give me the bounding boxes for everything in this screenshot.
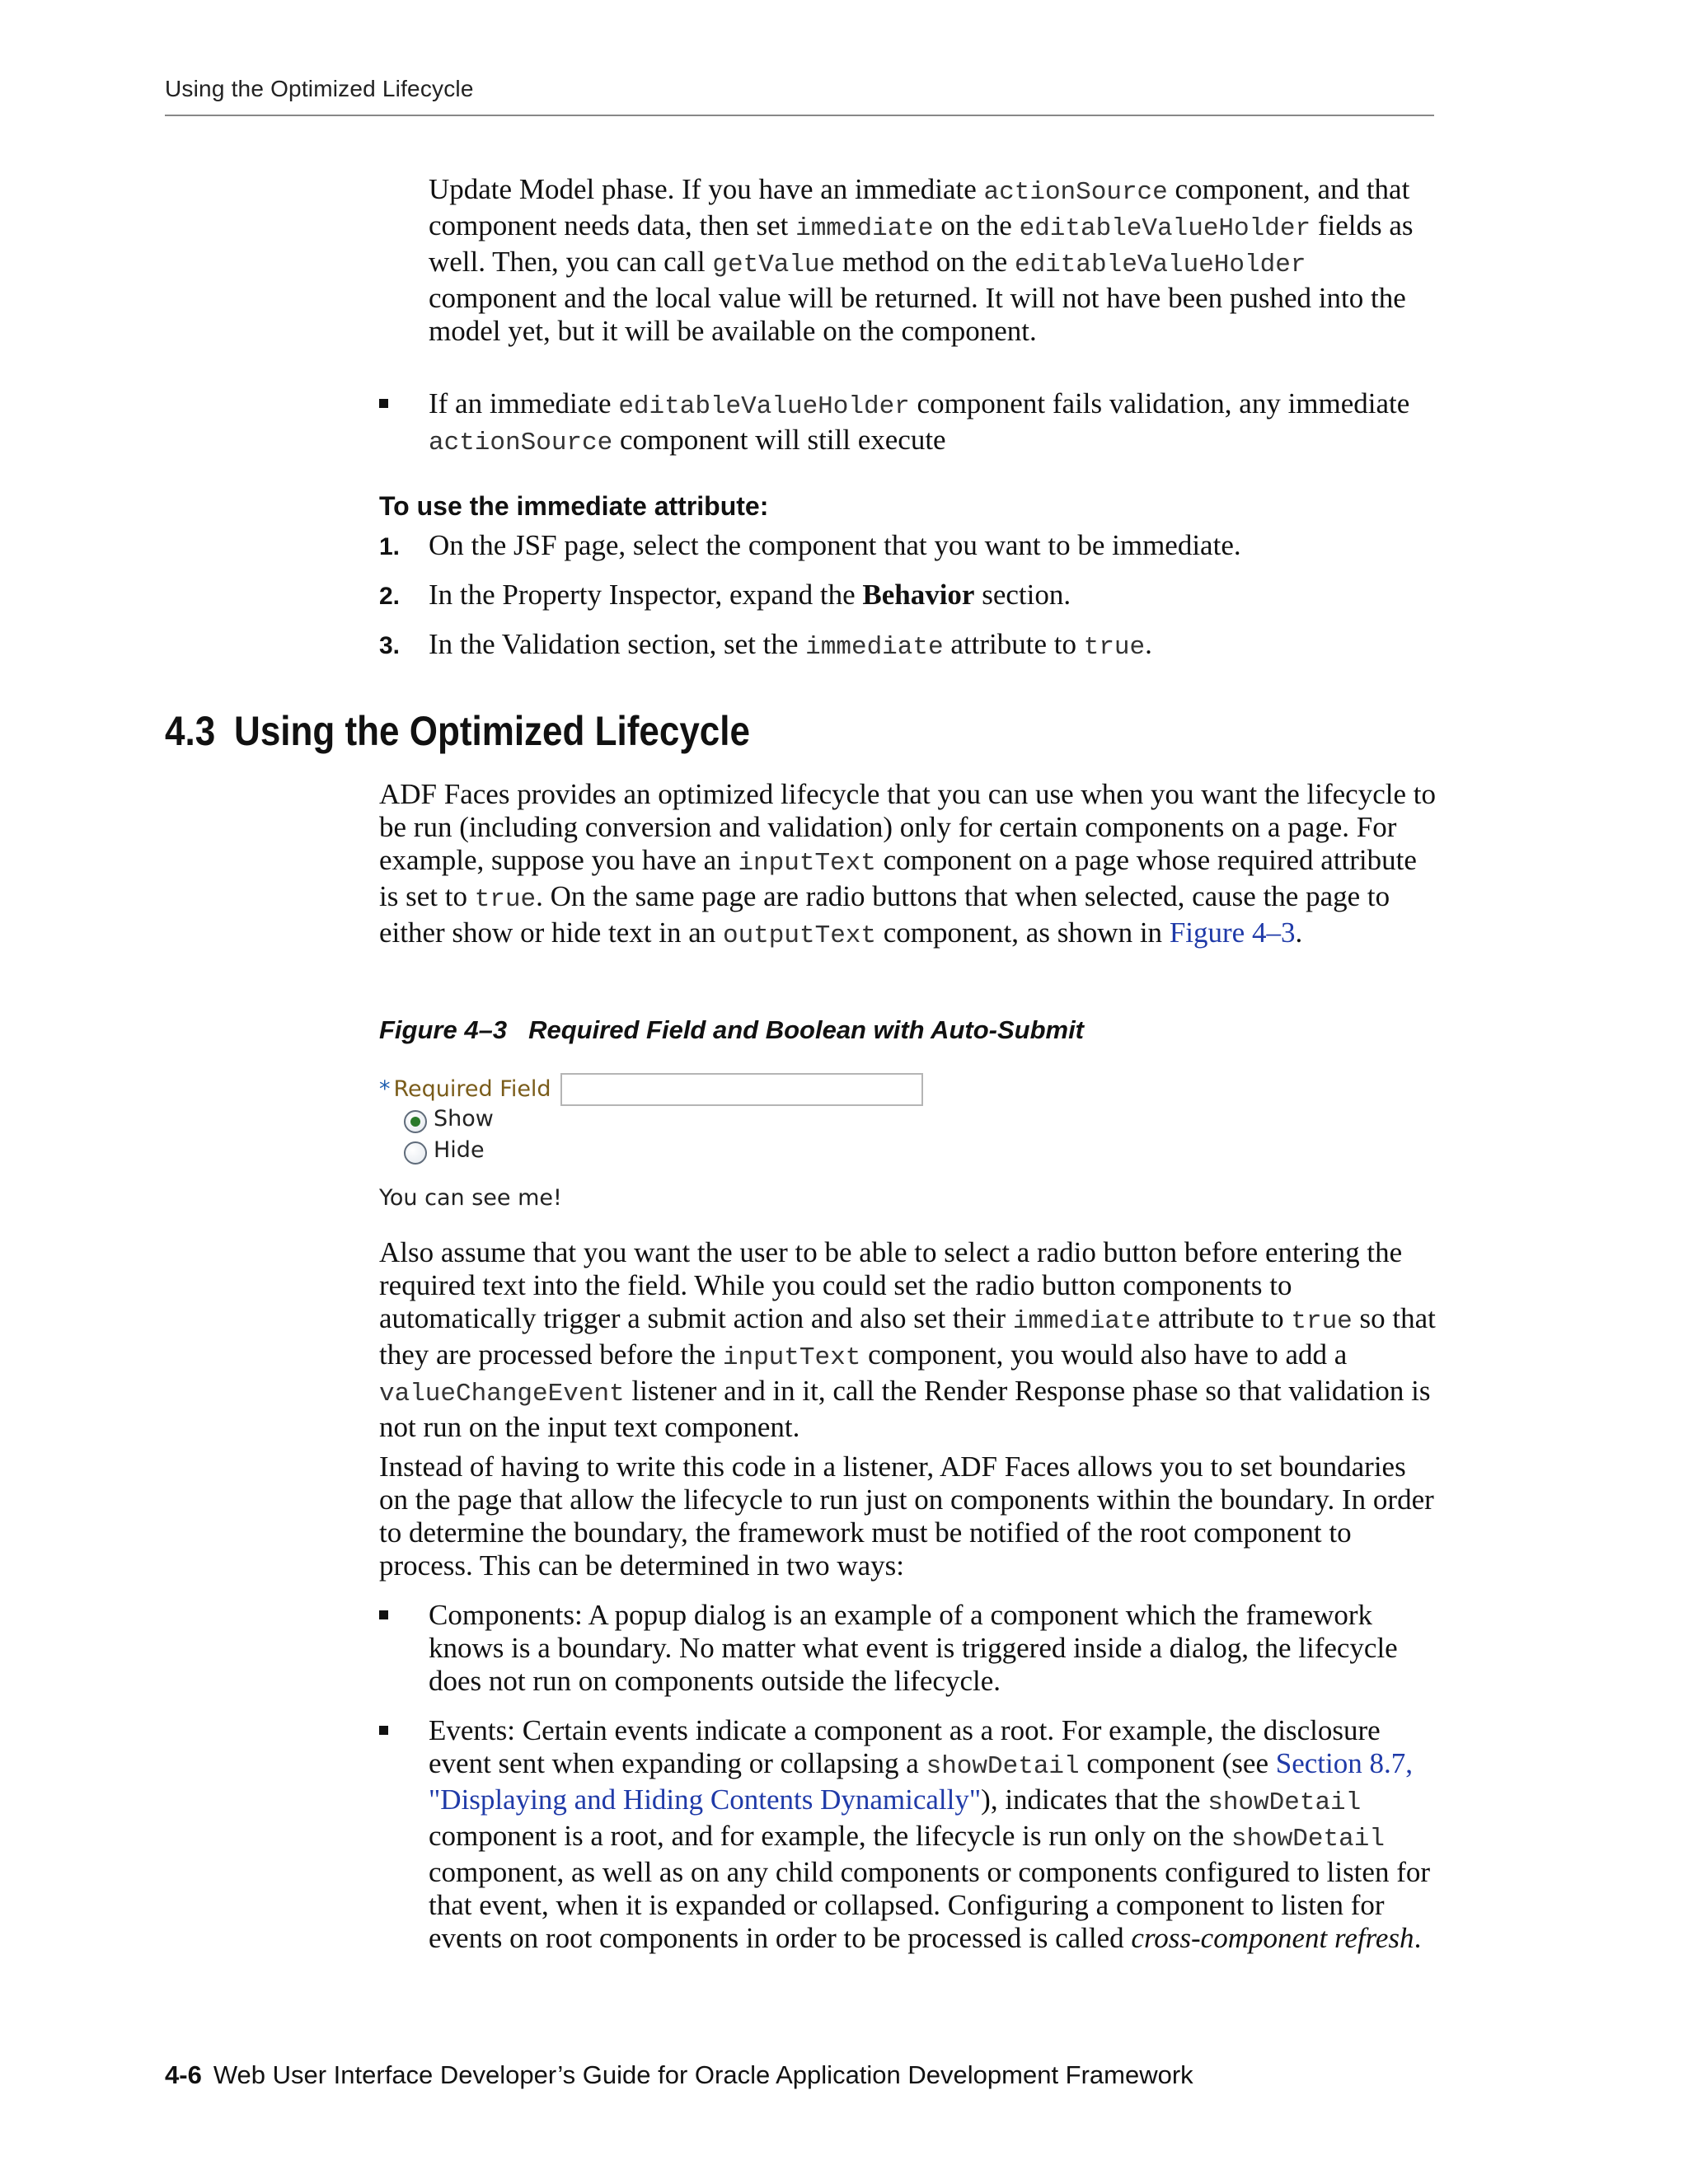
procedure-step — [379, 579, 1442, 612]
output-text: You can see me! — [379, 1185, 562, 1211]
code-run: editableValueHolder — [618, 392, 910, 421]
text-run: method on the — [835, 246, 1015, 278]
procedure-title: To use the immediate attribute: — [379, 491, 769, 521]
text-run: component (see — [1079, 1747, 1276, 1779]
text-run: Also assume that you want the user to be able to select a radio button before entering the required text into the field. While you could set the radio button components to automatically trigger a submit action and also set their — [379, 1236, 1403, 1334]
list-item — [379, 387, 1442, 457]
radio-show-label: Show — [434, 1106, 494, 1132]
figure-caption — [379, 1015, 1084, 1045]
code-run: true — [1291, 1307, 1353, 1336]
text-run: attribute to — [943, 628, 1084, 660]
text-run: listener and in it, call the Render Response phase so that validation is not run on the input text component. — [379, 1375, 1431, 1443]
text-run: . — [1295, 916, 1303, 949]
text-run: component will still execute — [612, 424, 946, 456]
text-run: Update Model phase. If you have an immediate — [429, 173, 984, 205]
required-field-label-text: Required Field — [393, 1076, 551, 1102]
body-paragraph — [379, 1236, 1438, 1444]
text-run: component and the local value will be returned. It will not have been pushed into the model yet, but it will be available on the component. — [429, 282, 1406, 347]
text-run: If an immediate — [429, 387, 619, 419]
text-run: fields as well. Then, you can call — [429, 209, 1414, 278]
text-run: attribute to — [1151, 1302, 1292, 1334]
italic-run: cross-component refresh — [1131, 1922, 1414, 1954]
text-run: ADF Faces provides an optimized lifecycle that you can use when you want the lifecycle to be run (including conversion and validation) only for certain components on a page. For example, suppose you have an — [379, 778, 1436, 876]
procedure-step — [379, 529, 1442, 562]
code-run: true — [474, 885, 537, 914]
code-run: inputText — [738, 849, 876, 878]
bold-run: Behavior — [862, 579, 975, 611]
section-heading — [165, 707, 750, 755]
list-item — [379, 1714, 1442, 1978]
step-text — [429, 628, 1438, 664]
bullet-square-icon — [379, 399, 388, 408]
procedure-step — [379, 628, 1442, 661]
text-run: In the Validation section, set the — [429, 628, 806, 660]
code-run: editableValueHolder — [1014, 251, 1306, 279]
list-item — [379, 1599, 1442, 1698]
code-run: outputText — [722, 921, 877, 950]
text-run: on the — [933, 209, 1020, 241]
text-run: section. — [974, 579, 1071, 611]
text-run: component on a page whose required attribute is set to — [379, 844, 1417, 912]
text-run: component fails validation, any immediate — [909, 387, 1410, 419]
text-run: component, and that component needs data, then set — [429, 173, 1410, 241]
section-link[interactable]: Section 8.7, "Displaying and Hiding Contents Dynamically" — [429, 1747, 1413, 1816]
text-run: . — [1145, 628, 1152, 660]
figure-label: Figure 4–3 — [379, 1015, 508, 1044]
radio-unselected-icon[interactable] — [404, 1141, 427, 1165]
step-number: 2. — [379, 583, 401, 610]
code-run: showDetail — [926, 1752, 1080, 1781]
text-run: . On the same page are radio buttons that when selected, cause the page to either show or hide text in an — [379, 880, 1390, 949]
code-run: showDetail — [1207, 1788, 1362, 1817]
radio-hide-label: Hide — [434, 1137, 485, 1163]
text-run: component, as well as on any child components or components configured to listen for that event, when it is expanded or collapsed. Configuring a component to listen for events on root components in order to be processed is called — [429, 1856, 1431, 1954]
code-run: valueChangeEvent — [379, 1380, 625, 1408]
text-run: component is a root, and for example, the lifecycle is run only on the — [429, 1820, 1231, 1852]
required-field-input[interactable] — [560, 1073, 923, 1106]
required-field-label — [379, 1076, 551, 1102]
bullet-square-icon — [379, 1610, 388, 1619]
code-run: immediate — [795, 214, 934, 243]
list-item-text: Components: A popup dialog is an example of a component which the framework knows is a boundary. No matter what event is triggered inside a dialog, the lifecycle does not run on components outside the lifecycle. — [429, 1599, 1398, 1697]
figure-caption-text: Required Field and Boolean with Auto-Submit — [528, 1015, 1085, 1044]
figure-link[interactable]: Figure 4–3 — [1169, 916, 1296, 949]
text-run: . — [1414, 1922, 1422, 1954]
required-star: * — [379, 1076, 391, 1102]
text-run: In the Property Inspector, expand the — [429, 579, 863, 611]
code-run: true — [1083, 633, 1146, 662]
code-run: inputText — [722, 1343, 861, 1372]
radio-selected-icon[interactable] — [404, 1110, 427, 1133]
list-item-text — [429, 387, 1438, 460]
code-run: actionSource — [983, 178, 1168, 207]
header-rule — [165, 115, 1434, 116]
figure-form — [379, 1071, 956, 1212]
footer-title: Web User Interface Developer’s Guide for Oracle Application Development Framework — [213, 2060, 1193, 2089]
code-run: immediate — [805, 633, 944, 662]
code-run: immediate — [1012, 1307, 1151, 1336]
code-run: editableValueHolder — [1019, 214, 1311, 243]
text-run: component, as shown in — [876, 916, 1170, 949]
body-paragraph: Instead of having to write this code in a listener, ADF Faces allows you to set boundaries on the page that allow the lifecycle to run just on components within the boundary. In order to determine the boundary, the framework must be notified of the root component to process. This can be determined in two ways: — [379, 1451, 1434, 1582]
step-text — [429, 579, 1438, 612]
code-run: showDetail — [1231, 1825, 1385, 1854]
text-run: so that they are processed before the — [379, 1302, 1436, 1371]
page-footer — [165, 2060, 1193, 2090]
running-header: Using the Optimized Lifecycle — [165, 76, 474, 101]
text-run: component, you would also have to add a — [860, 1338, 1348, 1371]
code-run: getValue — [712, 251, 836, 279]
code-run: actionSource — [429, 429, 613, 457]
section-intro-paragraph — [379, 778, 1438, 953]
bullet-square-icon — [379, 1726, 388, 1735]
step-text: On the JSF page, select the component that you want to be immediate. — [429, 529, 1241, 561]
text-run: Events: Certain events indicate a component as a root. For example, the disclosure event sent when expanding or collapsing a — [429, 1714, 1381, 1779]
step-number: 1. — [379, 533, 401, 560]
section-number: 4.3 — [165, 708, 216, 754]
step-number: 3. — [379, 632, 401, 659]
list-item-text — [429, 1714, 1438, 1955]
intro-paragraph — [429, 173, 1438, 348]
text-run: ), indicates that the — [981, 1783, 1208, 1816]
page-number: 4-6 — [165, 2060, 202, 2089]
section-title-text: Using the Optimized Lifecycle — [234, 708, 750, 754]
